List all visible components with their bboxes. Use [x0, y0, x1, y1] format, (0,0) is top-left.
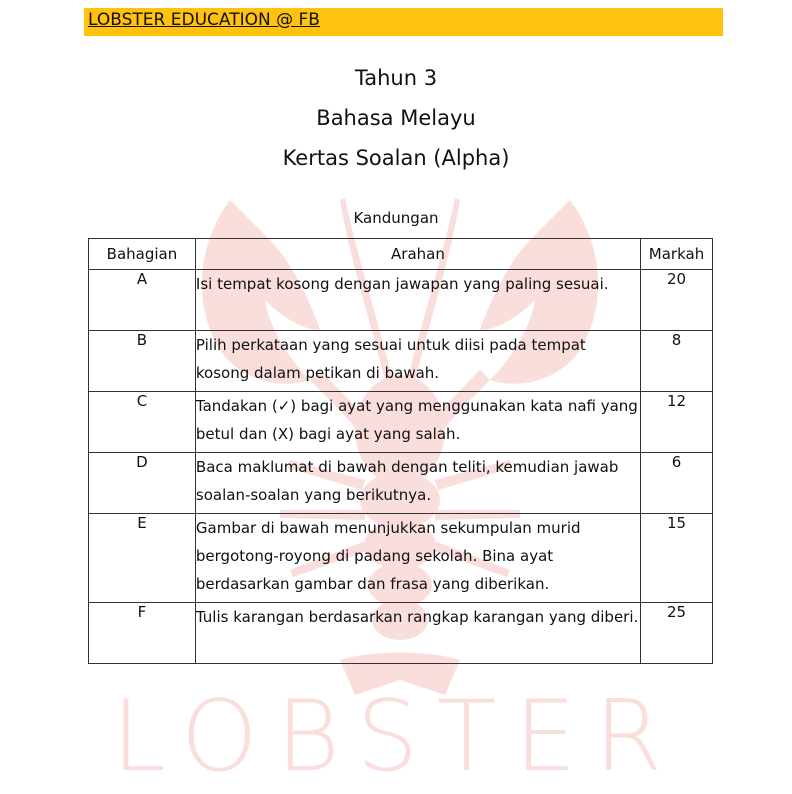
watermark-text: LOBSTER	[111, 680, 681, 794]
table-row	[89, 514, 713, 603]
row-marks: 6	[641, 453, 713, 514]
row-marks: 8	[641, 331, 713, 392]
title-subject: Bahasa Melayu	[316, 106, 476, 130]
row-section: B	[89, 331, 196, 392]
row-instruction: Gambar di bawah menunjukkan sekumpulan murid bergotong-royong di padang sekolah. Bina ayat berdasarkan gambar dan frasa yang diberikan.	[195, 514, 640, 603]
table-row	[89, 453, 713, 514]
table-header-row	[89, 239, 713, 270]
table-row	[89, 603, 713, 664]
header-marks: Markah	[641, 239, 713, 270]
row-marks: 20	[641, 270, 713, 331]
row-instruction: Tandakan (✓) bagi ayat yang menggunakan kata nafi yang betul dan (X) bagi ayat yang salah.	[195, 392, 640, 453]
table-row	[89, 392, 713, 453]
contents-heading: Kandungan	[353, 209, 439, 227]
table-row	[89, 331, 713, 392]
row-marks: 25	[641, 603, 713, 664]
row-instruction: Tulis karangan berdasarkan rangkap karangan yang diberi.	[195, 603, 640, 664]
contents-table	[88, 238, 713, 664]
row-section: C	[89, 392, 196, 453]
row-section: A	[89, 270, 196, 331]
row-section: E	[89, 514, 196, 603]
header-banner	[84, 8, 723, 36]
banner-link[interactable]: LOBSTER EDUCATION @ FB	[88, 10, 320, 30]
title-paper: Kertas Soalan (Alpha)	[282, 146, 510, 170]
row-instruction: Baca maklumat di bawah dengan teliti, kemudian jawab soalan-soalan yang berikutnya.	[195, 453, 640, 514]
row-instruction: Pilih perkataan yang sesuai untuk diisi pada tempat kosong dalam petikan di bawah.	[195, 331, 640, 392]
header-instruction: Arahan	[195, 239, 640, 270]
row-section: D	[89, 453, 196, 514]
row-instruction: Isi tempat kosong dengan jawapan yang paling sesuai.	[195, 270, 640, 331]
row-marks: 15	[641, 514, 713, 603]
table-row	[89, 270, 713, 331]
row-marks: 12	[641, 392, 713, 453]
header-section: Bahagian	[89, 239, 196, 270]
title-year: Tahun 3	[354, 66, 438, 90]
title-block	[0, 58, 792, 178]
row-section: F	[89, 603, 196, 664]
